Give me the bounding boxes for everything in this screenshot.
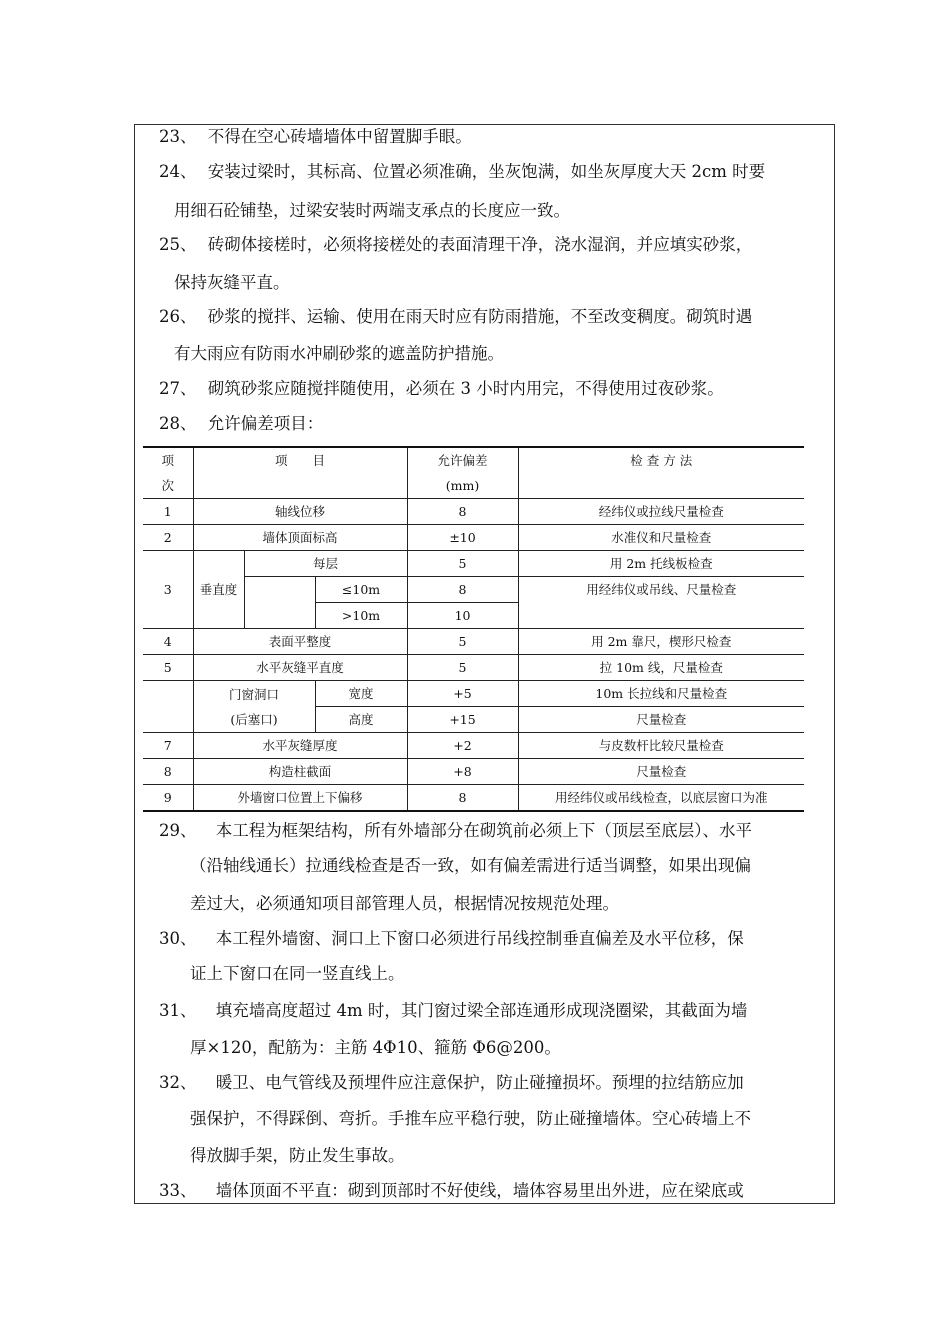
- item-30-cont: 证上下窗口在同一竖直线上。: [190, 964, 405, 983]
- item-32: 32、 暖卫、电气管线及预埋件应注意保护，防止碰撞损坏。预埋的拉结筋应加: [159, 1073, 744, 1092]
- tolerance-table: [143, 446, 804, 812]
- item-32-cont-2: 得放脚手架，防止发生事故。: [190, 1146, 405, 1165]
- table-row: ≤10m 8 用经纬仪或吊线、尺量检查: [143, 577, 804, 603]
- item-27: 27、 砌筑砂浆应随搅拌随使用，必须在 3 小时内用完，不得使用过夜砂浆。: [159, 379, 724, 398]
- table-row: 1 轴线位移 8 经纬仪或拉线尺量检查: [143, 499, 804, 525]
- item-24: 24、 安装过梁时，其标高、位置必须准确，坐灰饱满，如坐灰厚度大天 2cm 时要: [159, 162, 766, 181]
- header-item: 项 目: [193, 447, 407, 499]
- table-row: 4 表面平整度 5 用 2m 靠尺，楔形尺检查: [143, 629, 804, 655]
- table-row: 门窗洞口 (后塞口) 宽度 +5 10m 长拉线和尺量检查: [143, 681, 804, 707]
- header-no: 项 次: [143, 447, 193, 499]
- item-33: 33、 墙体顶面不平直：砌到顶部时不好使线，墙体容易里出外进，应在梁底或: [159, 1181, 744, 1200]
- table-row: 9 外墙窗口位置上下偏移 8 用经纬仪或吊线检查，以底层窗口为准: [143, 785, 804, 812]
- table-row: 7 水平灰缝厚度 +2 与皮数杆比较尺量检查: [143, 733, 804, 759]
- item-29: 29、 本工程为框架结构，所有外墙部分在砌筑前必须上下（顶层至底层）、水平: [159, 821, 752, 840]
- table-row: 3 垂直度 每层 5 用 2m 托线板检查: [143, 551, 804, 577]
- header-tolerance: 允许偏差 (mm): [407, 447, 518, 499]
- item-32-cont-1: 强保护，不得踩倒、弯折。手推车应平稳行驶，防止碰撞墙体。空心砖墙上不: [190, 1109, 751, 1128]
- item-23: 23、 不得在空心砖墙墙体中留置脚手眼。: [159, 127, 472, 146]
- item-31-cont: 厚×120，配筋为：主筋 4Φ10、箍筋 Φ6@200。: [190, 1038, 561, 1057]
- item-31: 31、 填充墙高度超过 4m 时，其门窗过梁全部连通形成现浇圈梁，其截面为墙: [159, 1001, 748, 1020]
- table-row: 8 构造柱截面 +8 尺量检查: [143, 759, 804, 785]
- item-30: 30、 本工程外墙窗、洞口上下窗口必须进行吊线控制垂直偏差及水平位移，保: [159, 929, 744, 948]
- item-25: 25、 砖砌体接槎时，必须将接槎处的表面清理干净，浇水湿润，并应填实砂浆，: [159, 235, 753, 254]
- table-row: 2 墙体顶面标高 ±10 水准仪和尺量检查: [143, 525, 804, 551]
- table-row: 高度 +15 尺量检查: [143, 707, 804, 733]
- header-method: 检 查 方 法: [518, 447, 804, 499]
- item-28: 28、 允许偏差项目：: [159, 414, 324, 433]
- item-26-cont: 有大雨应有防雨水冲刷砂浆的遮盖防护措施。: [174, 344, 504, 363]
- item-29-cont-1: （沿轴线通长）拉通线检查是否一致，如有偏差需进行适当调整，如果出现偏: [190, 856, 751, 875]
- item-24-cont: 用细石砼铺垫，过梁安装时两端支承点的长度应一致。: [174, 201, 570, 220]
- item-25-cont: 保持灰缝平直。: [174, 273, 290, 292]
- item-26: 26、 砂浆的搅拌、运输、使用在雨天时应有防雨措施，不至改变稠度。砌筑时遇: [159, 307, 753, 326]
- table-row: 5 水平灰缝平直度 5 拉 10m 线，尺量检查: [143, 655, 804, 681]
- item-29-cont-2: 差过大，必须通知项目部管理人员，根据情况按规范处理。: [190, 894, 619, 913]
- table-row: >10m 10: [143, 603, 804, 629]
- table-header: [143, 447, 804, 499]
